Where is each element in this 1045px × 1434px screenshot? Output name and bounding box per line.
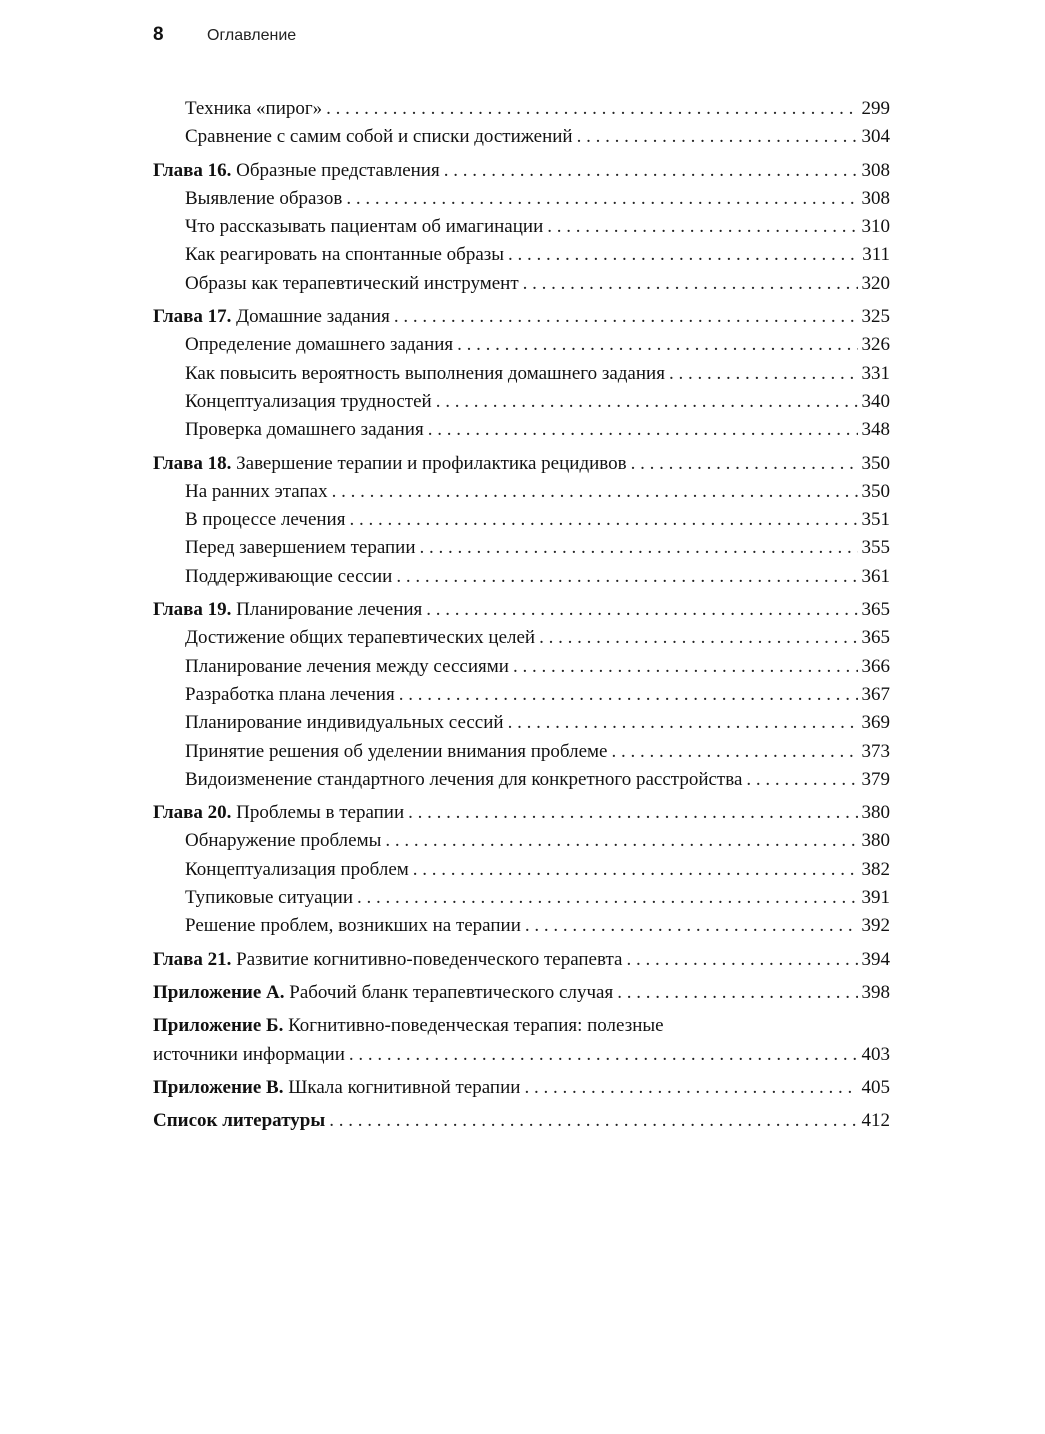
toc-entry-page: 308 [861,187,890,209]
toc-entry-page: 380 [861,802,890,824]
dot-leader [508,244,858,266]
toc-entry[interactable] [153,741,890,769]
toc-entry-page: 299 [861,98,890,119]
toc-entry-title: Решение проблем, возникших на терапии [185,915,521,937]
toc-entry-page: 365 [861,599,890,621]
toc-entry-title: Техника «пирог» [185,98,323,119]
toc-entry-title: Что рассказывать пациентам об имагинации [185,216,544,238]
dot-leader [525,915,858,937]
toc-chapter-heading[interactable] [153,1077,890,1105]
toc-entry-page: 355 [861,537,890,559]
toc-entry-page: 351 [861,509,890,531]
toc-entry[interactable] [153,887,890,915]
chapter-title-text: Развитие когнитивно-поведенческого терапевта [236,948,623,970]
toc-entry[interactable] [153,859,890,887]
toc-entry[interactable] [153,98,890,126]
toc-entry[interactable] [153,334,890,362]
toc-entry-page: 373 [861,740,890,762]
toc-entry-page: 340 [861,390,890,412]
toc-entry-title: Концептуализация трудностей [185,390,432,412]
toc-entry-page: 365 [861,627,890,649]
dot-leader [577,126,858,148]
toc-entry-page: 308 [861,159,890,181]
dot-leader [326,98,857,120]
dot-leader [444,160,858,182]
toc-entry[interactable] [153,363,890,391]
toc-chapter-17 [153,306,890,447]
dot-leader [436,391,858,413]
toc-chapter-heading[interactable] [153,949,890,977]
toc-chapter-title [153,453,627,475]
toc-chapter-heading-continuation[interactable] [153,1044,890,1072]
toc-chapter-heading[interactable] [153,802,890,830]
dot-leader [513,656,858,678]
toc-entry-title: В процессе лечения [185,509,346,531]
dot-leader [746,769,857,791]
chapter-title-text: Шкала когнитивной терапии [288,1076,521,1098]
dot-leader [617,982,857,1004]
toc-chapter-title [153,1077,520,1099]
dot-leader [413,859,858,881]
toc-entry-page: 366 [861,655,890,677]
toc-entry-title: Как повысить вероятность выполнения домашнего задания [185,362,665,384]
dot-leader [349,1044,858,1066]
chapter-title-text: Завершение терапии и профилактика рецидивов [236,452,627,474]
dot-leader [428,419,858,441]
running-head [153,24,296,52]
dot-leader [385,830,857,852]
dot-leader [394,306,858,328]
toc-entry-title: Определение домашнего задания [185,334,454,356]
appendix-label: Приложение Б. [153,1015,284,1037]
toc-entry-page: 361 [861,565,890,587]
toc-entry-page: 311 [862,244,890,266]
toc-chapter-heading[interactable] [153,160,890,188]
toc-entry-title: Образы как терапевтический инструмент [185,272,519,294]
toc-entry-page: 350 [861,480,890,502]
dot-leader [329,1110,857,1132]
toc-entry-title: На ранних этапах [185,480,328,502]
toc-entry[interactable] [153,273,890,301]
toc-entry[interactable] [153,627,890,655]
table-of-contents [153,98,890,1143]
toc-entry-title: Видоизменение стандартного лечения для конкретного расстройства [185,768,743,790]
chapter-title-text: Планирование лечения [236,599,423,621]
dot-leader [547,216,857,238]
toc-entry[interactable] [153,566,890,594]
toc-chapter-title [153,802,404,824]
toc-entry-page: 325 [861,306,890,328]
dot-leader [396,566,857,588]
toc-entry-page: 304 [861,126,890,148]
page-number: 8 [153,24,164,45]
toc-entry-title: Как реагировать на спонтанные образы [185,244,505,266]
toc-entry-title: Сравнение с самим собой и списки достижений [185,126,573,148]
toc-entry-page: 391 [861,887,890,909]
toc-entry[interactable] [153,391,890,419]
toc-entry[interactable] [153,684,890,712]
toc-entry-page: 310 [861,216,890,238]
toc-entry[interactable] [153,419,890,447]
dot-leader [539,627,857,649]
appendix-label: Приложение В. [153,1076,284,1098]
toc-entry-title: Перед завершением терапии [185,537,416,559]
toc-entry-page: 382 [861,858,890,880]
toc-entry-page: 403 [861,1043,890,1065]
chapter-title-text: Когнитивно-поведенческая терапия: полезные [288,1015,664,1037]
toc-appendix-b [153,1015,890,1072]
toc-chapter-heading[interactable] [153,1015,890,1043]
toc-entry[interactable] [153,188,890,216]
appendix-label: Приложение А. [153,981,285,1003]
toc-entry-title: Разработка плана лечения [185,683,395,705]
chapter-label: Глава 16. [153,159,232,181]
dot-leader [399,684,858,706]
dot-leader [408,802,857,824]
toc-chapter-title [153,949,622,971]
chapter-title-text: Проблемы в терапии [236,802,405,824]
dot-leader [420,537,858,559]
toc-entry-page: 350 [861,452,890,474]
toc-entry-page: 326 [861,334,890,356]
toc-entry-title: Тупиковые ситуации [185,887,354,909]
toc-entry[interactable] [153,481,890,509]
dot-leader [349,509,857,531]
dot-leader [332,481,858,503]
toc-entry-page: 367 [861,683,890,705]
chapter-label: Глава 19. [153,599,232,621]
toc-entry[interactable] [153,656,890,684]
dot-leader [524,1077,857,1099]
references-label: Список литературы [153,1110,326,1132]
toc-entry[interactable] [153,509,890,537]
toc-entry-page: 320 [861,272,890,294]
toc-chapter-heading[interactable] [153,1110,890,1138]
dot-leader [611,741,857,763]
toc-chapter-16 [153,160,890,301]
toc-entry-title: Планирование лечения между сессиями [185,655,509,677]
toc-entry-page: 392 [861,915,890,937]
dot-leader [508,712,858,734]
toc-entry[interactable] [153,712,890,740]
toc-entry-title: Проверка домашнего задания [185,419,424,441]
toc-references [153,1110,890,1138]
toc-chapter-19 [153,599,890,797]
toc-chapter-title [153,982,613,1004]
chapter-label: Глава 20. [153,802,232,824]
chapter-title-text: источники информации [153,1043,345,1065]
chapter-label: Глава 18. [153,452,232,474]
chapter-title-text: Рабочий бланк терапевтического случая [289,981,614,1003]
toc-entry[interactable] [153,830,890,858]
dot-leader [457,334,857,356]
toc-entry-page: 331 [861,362,890,384]
dot-leader [631,453,858,475]
toc-entry-page: 379 [861,768,890,790]
toc-entry-title: Выявление образов [185,187,343,209]
dot-leader [426,599,857,621]
toc-chapter-heading[interactable] [153,982,890,1010]
toc-entry-title: Поддерживающие сессии [185,565,393,587]
toc-entry-page: 412 [861,1110,890,1132]
toc-entry-page: 369 [861,712,890,734]
toc-continued-section [153,98,890,155]
toc-entry[interactable] [153,216,890,244]
chapter-title-text: Образные представления [236,159,440,181]
toc-entry-page: 380 [861,830,890,852]
toc-entry-title: Принятие решения об уделении внимания проблеме [185,740,608,762]
toc-entry-title: Планирование индивидуальных сессий [185,712,504,734]
toc-entry[interactable] [153,126,890,154]
toc-entry-page: 398 [861,981,890,1003]
toc-chapter-18 [153,453,890,594]
toc-entry-page: 394 [861,948,890,970]
toc-entry[interactable] [153,915,890,943]
toc-chapter-title [153,599,422,621]
toc-chapter-heading[interactable] [153,453,890,481]
toc-entry-title: Обнаружение проблемы [185,830,382,852]
toc-chapter-heading[interactable] [153,599,890,627]
dot-leader [346,188,857,210]
chapter-title-text: Домашние задания [236,306,390,328]
toc-chapter-21 [153,949,890,977]
toc-chapter-20 [153,802,890,943]
toc-entry-page: 348 [861,419,890,441]
toc-entry[interactable] [153,244,890,272]
toc-entry[interactable] [153,537,890,565]
toc-chapter-title [153,306,390,328]
chapter-label: Глава 17. [153,306,232,328]
dot-leader [357,887,857,909]
toc-appendix-a [153,982,890,1010]
dot-leader [669,363,858,385]
chapter-label: Глава 21. [153,948,232,970]
toc-entry[interactable] [153,769,890,797]
toc-appendix-c [153,1077,890,1105]
running-head-title: Оглавление [207,27,297,44]
toc-chapter-title [153,160,440,182]
toc-chapter-heading[interactable] [153,306,890,334]
toc-entry-page: 405 [861,1076,890,1098]
dot-leader [523,273,858,295]
dot-leader [626,949,857,971]
toc-entry-title: Концептуализация проблем [185,858,409,880]
toc-entry-title: Достижение общих терапевтических целей [185,627,536,649]
